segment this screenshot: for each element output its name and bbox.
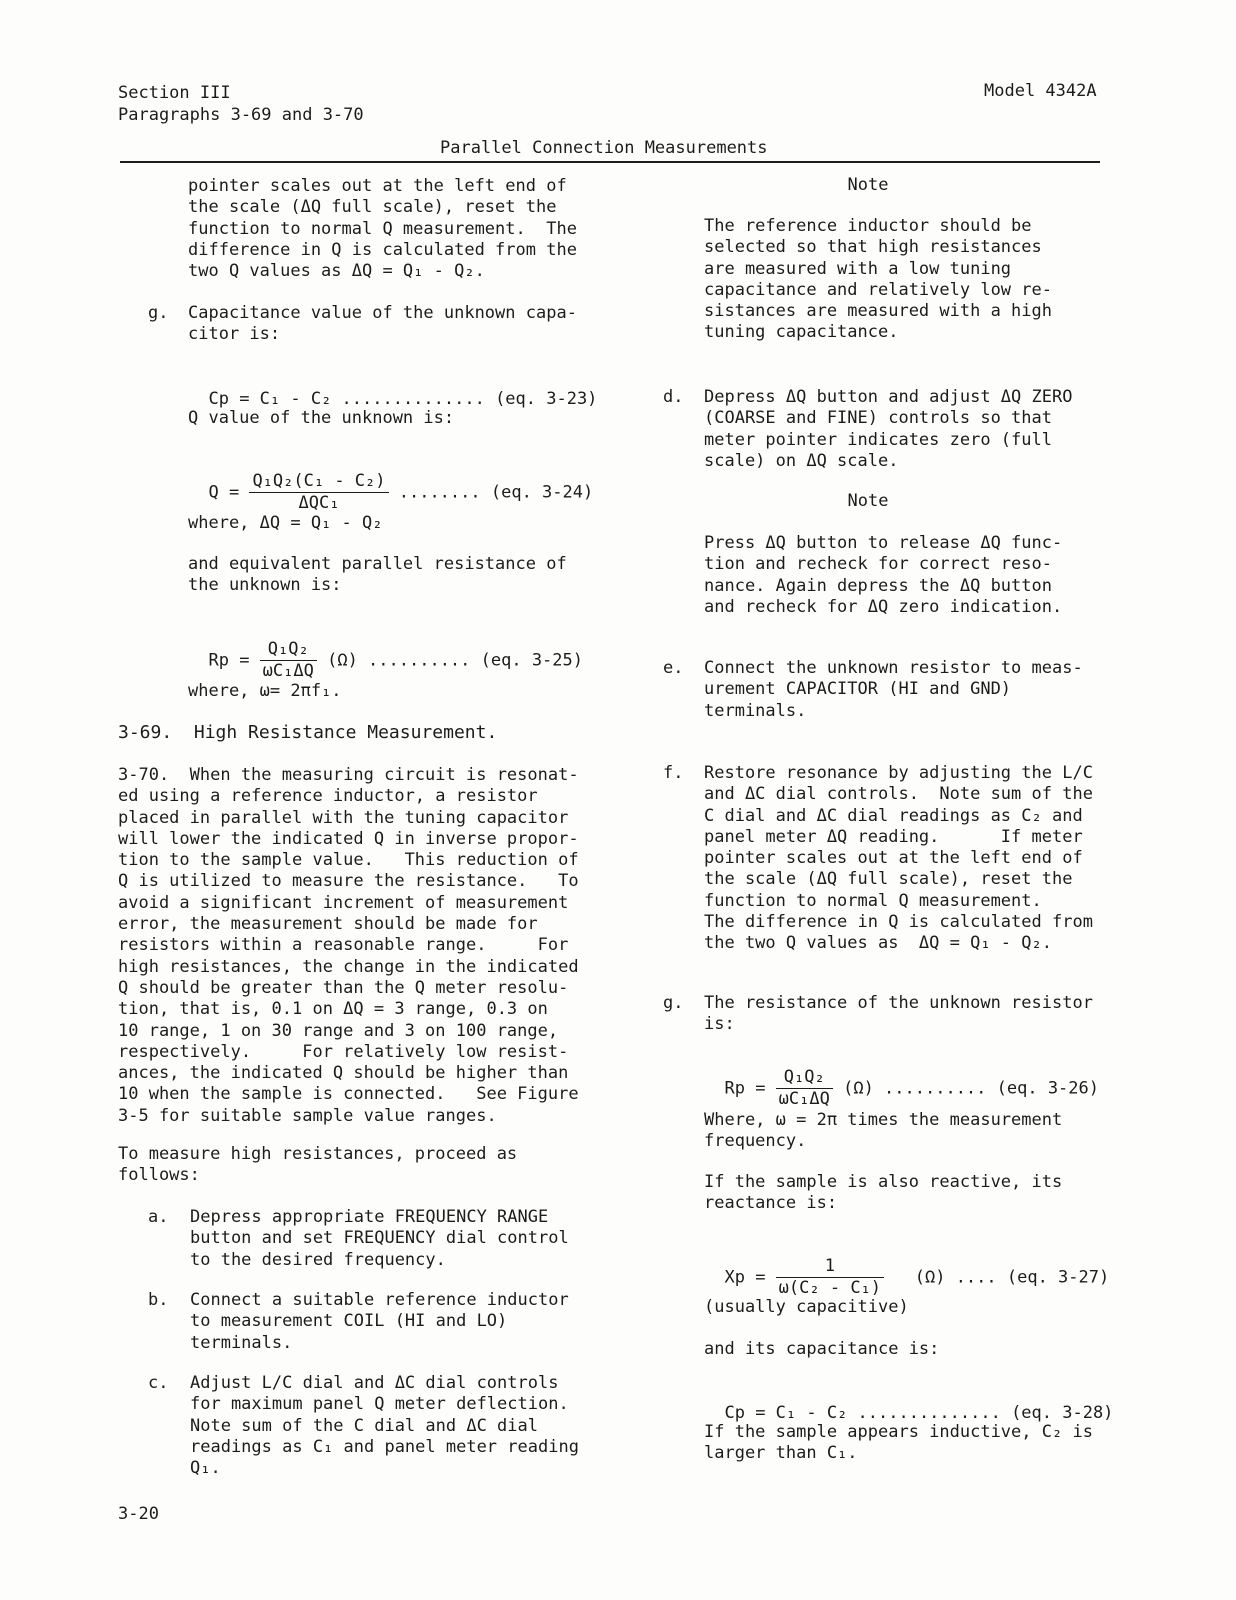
capacitance-text: and its capacitance is: [704,1339,940,1359]
section-heading-3-69: 3-69. High Resistance Measurement. [118,722,498,743]
eq-3-25-dots: .......... [357,650,481,671]
eq-3-26-dots: .......... [873,1078,997,1099]
eq-3-24-dots: ........ [388,482,491,503]
paragraphs-label: Paragraphs 3-69 and 3-70 [118,105,364,125]
step-d-label: d. [663,387,684,407]
eq-3-26-lhs: Rp = [724,1078,776,1099]
page-title: Parallel Connection Measurements [440,138,768,158]
proceed-text: To measure high resistances, proceed as follows: [118,1144,518,1186]
step-e-text: Connect the unknown resistor to meas- urement CAPACITOR (HI and GND) terminals. [704,658,1083,721]
equation-3-24 [188,450,593,513]
eq-3-28-lhs: Cp = C₁ - C₂ .............. [724,1403,1012,1423]
eq-3-25-denominator: ωC₁ΔQ [262,661,314,681]
eq-3-24-ref: (eq. 3-24) [490,482,594,503]
eq-3-26-unit: (Ω) [832,1078,874,1099]
step-c-label: c. [148,1373,169,1393]
reactive-text: If the sample is also reactive, its reactance is: [704,1172,1063,1214]
where-omega: where, ω= 2πf₁. [188,681,342,701]
eq-3-24-denominator: ΔQC₁ [298,493,340,513]
eq-3-25-ref: (eq. 3-25) [480,650,583,671]
continued-step-f-text: pointer scales out at the left end of the scale (ΔQ full scale), reset the function to normal Q measurement. The difference in Q is calculated from the two Q values as ΔQ = Q₁ - Q₂. [188,176,577,282]
paragraph-3-70: 3-70. When the measuring circuit is resonat- ed using a reference inductor, a resistor placed in parallel with the tuning capacitor will lower the indicated Q in inverse propor- tion to the sample value. This reduction of Q is utilized to measure the resistance. To avoid a significant increment of measurement error, the measurement should be made for resistors within a reasonable range. For high resistances, the change in the indicated Q should be greater than the Q meter resolu- tion, that is, 0.1 on ΔQ = 3 range, 0.3 on 10 range, 1 on 30 range and 3 on 100 range, respectively. For relatively low resist- ances, the indicated Q should be higher than 10 when the sample is connected. See Figure 3-5 for suitable sample value ranges. [118,765,579,1126]
header-rule [120,161,1100,163]
equation-3-25 [188,618,583,681]
page-number: 3-20 [118,1504,159,1524]
eq-3-25-unit: (Ω) [316,650,358,671]
eq-3-27-ref: (eq. 3-27) [1006,1267,1110,1288]
note-1-text: The reference inductor should be selected so that high resistances are measured with a low tuning capacitance and relatively low re- sistances are measured with a high tuning capacitance. [704,216,1052,343]
step-e-label: e. [663,658,684,678]
step-a-label: a. [148,1207,169,1227]
eq-3-25-lhs: Rp = [208,650,260,671]
equivalent-resistance-text: and equivalent parallel resistance of the unknown is: [188,554,567,596]
note-2-text: Press ΔQ button to release ΔQ func- tion and recheck for correct reso- nance. Again depress the ΔQ button and recheck for ΔQ zero indication. [704,533,1063,617]
equation-3-27 [704,1235,1109,1298]
step-g-text: Capacitance value of the unknown capa- citor is: [188,303,577,345]
eq-3-23-ref: (eq. 3-23) [495,389,598,409]
eq-3-27-fraction [776,1257,884,1298]
eq-3-26-fraction [776,1068,833,1109]
note-2-title: Note [847,491,889,511]
eq-3-23-lhs: Cp = C₁ - C₂ .............. [208,389,496,409]
step-d-text: Depress ΔQ button and adjust ΔQ ZERO (COARSE and FINE) controls so that meter pointer indicates zero (full scale) on ΔQ scale. [704,387,1073,471]
eq-3-26-numerator: Q₁Q₂ [776,1068,833,1089]
q-value-text: Q value of the unknown is: [188,408,455,428]
eq-3-27-numerator: 1 [776,1257,884,1278]
usually-capacitive: (usually capacitive) [704,1297,909,1317]
eq-3-27-dots: .... [945,1267,1007,1288]
section-label: Section III [118,83,231,103]
step-a-text: Depress appropriate FREQUENCY RANGE button and set FREQUENCY dial control to the desired frequency. [190,1207,569,1270]
where-delta-q: where, ΔQ = Q₁ - Q₂ [188,513,383,533]
eq-3-25-fraction [260,640,317,681]
eq-3-27-lhs: Xp = [724,1267,776,1288]
equation-3-28 [704,1380,1113,1424]
step-g-label: g. [148,303,169,323]
step-b-label: b. [148,1290,169,1310]
eq-3-26-denominator: ωC₁ΔQ [778,1089,830,1109]
eq-3-26-ref: (eq. 3-26) [996,1078,1099,1099]
step-g-right-text: The resistance of the unknown resistor is: [704,993,1093,1035]
eq-3-27-denominator: ω(C₂ - C₁) [778,1278,882,1298]
eq-3-27-unit: (Ω) [884,1267,946,1288]
where-omega-right: Where, ω = 2π times the measurement frequency. [704,1110,1063,1152]
step-f-text: Restore resonance by adjusting the L/C and ΔC dial controls. Note sum of the C dial and ΔC dial readings as C₂ and panel meter ΔQ reading. If meter pointer scales out at the left end of the scale (ΔQ full scale), reset the function to normal Q measurement. The difference in Q is calculated from the two Q values as ΔQ = Q₁ - Q₂. [704,763,1093,954]
note-1-title: Note [847,175,889,195]
equation-3-26 [704,1046,1099,1109]
step-c-text: Adjust L/C dial and ΔC dial controls for maximum panel Q meter deflection. Note sum of the C dial and ΔC dial readings as C₁ and panel meter reading Q₁. [190,1373,579,1479]
inductive-text: If the sample appears inductive, C₂ is larger than C₁. [704,1422,1093,1464]
step-g-right-label: g. [663,993,684,1013]
eq-3-24-numerator: Q₁Q₂(C₁ - C₂) [249,472,388,493]
eq-3-24-lhs: Q = [208,482,250,503]
eq-3-24-fraction [249,472,388,513]
equation-3-23 [188,366,597,410]
model-label: Model 4342A [984,81,1097,101]
step-b-text: Connect a suitable reference inductor to measurement COIL (HI and LO) terminals. [190,1290,569,1353]
eq-3-28-ref: (eq. 3-28) [1011,1403,1114,1423]
eq-3-25-numerator: Q₁Q₂ [260,640,317,661]
step-f-label: f. [663,763,684,783]
